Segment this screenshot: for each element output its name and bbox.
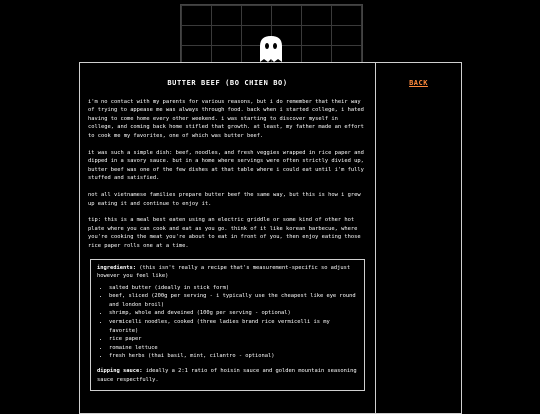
ingredients-label: ingredients:: [97, 264, 136, 271]
article-panel[interactable]: [79, 62, 376, 414]
article-paragraph: i'm no contact with my parents for various reasons, but i do remember that their way of trying to appease me was always through food. back when i started college, i hated having to come home every other weekend. i was starting to discover myself in college, and coming back home stifled that growth. at least, my father made an effort to cook me my favorites, one of which was butter beef.: [88, 98, 364, 139]
dipping-sauce-label: dipping sauce:: [97, 368, 143, 375]
list-item: • vermicelli noodles, cooked (three ladies brand rice vermicelli is my favorite): [109, 318, 358, 335]
page-title: BUTTER BEEF (BO CHIEN BO): [167, 79, 288, 87]
article-paragraph: it was such a simple dish: beef, noodles, and fresh veggies wrapped in rice paper and dipped in a savory sauce. but in a home where servings were often strictly divied up, butter beef was one of the few dishes at that table where i could eat until i'm fully stuffed and satisfied.: [88, 149, 364, 182]
list-item: • romaine lettuce: [109, 344, 358, 353]
ingredients-list: [97, 284, 358, 361]
recipe-box: [90, 259, 365, 392]
side-panel: [375, 62, 462, 414]
list-item: • shrimp, whole and deveined (100g per serving - optional): [109, 309, 358, 318]
ingredients-section: [97, 264, 358, 281]
back-link[interactable]: BACK: [409, 79, 428, 87]
list-item: • rice paper: [109, 335, 358, 344]
list-item: • beef, sliced (200g per serving - i typically use the cheapest like eye round and london broil): [109, 292, 358, 309]
ghost-icon: [256, 34, 286, 64]
list-item: • salted butter (ideally in stick form): [109, 284, 358, 293]
dipping-sauce-text: ideally a 2:1 ratio of hoisin sauce and golden mountain seasoning sauce respectfully.: [97, 368, 357, 383]
article-paragraph: not all vietnamese families prepare butter beef the same way, but this is how i grew up eating it and continue to enjoy it.: [88, 191, 361, 207]
ingredients-note: (this isn't really a recipe that's measurement-specific so adjust however you feel like): [97, 264, 351, 280]
article-paragraph: tip: this is a meal best eaten using an electric griddle or some kind of other hot plate where you can cook and eat as you go. think of it like korean barbecue, where you're cooking the meat you're about to eat in front of you, then enjoy eating those rice paper rolls one at a time.: [88, 217, 361, 249]
dipping-sauce-section: [97, 367, 358, 384]
list-item: • fresh herbs (thai basil, mint, cilantro - optional): [109, 352, 358, 361]
